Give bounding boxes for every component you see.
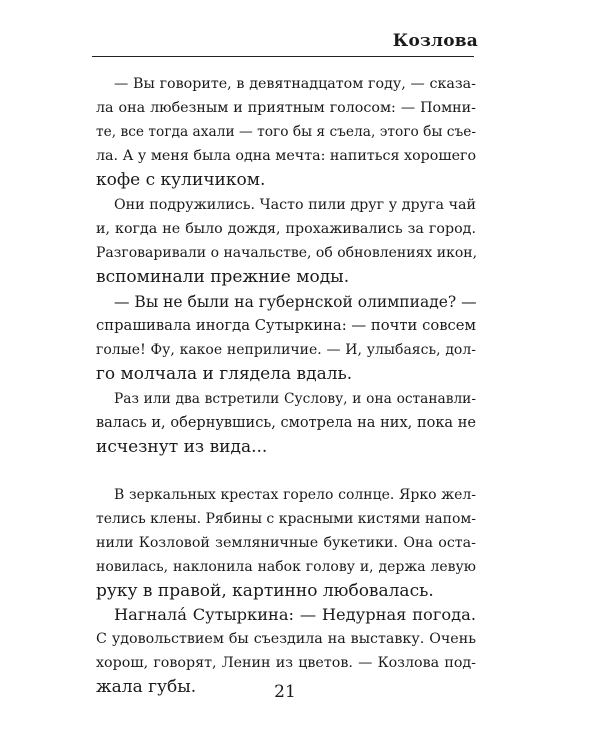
text-line: нили Козловой земляничные букетики. Она оста- [96,535,476,551]
text-line: спрашивала иногда Сутыркина: — почти совсем [96,317,476,334]
text-line: исчезнут из вида... [96,437,268,457]
text-line: руку в правой, картинно любовалась. [96,581,434,601]
text-line: ла. А у меня была одна мечта: напиться хорошего [96,148,477,164]
text-line: новилась, наклонила набок голову и, держа левую [96,559,476,575]
text-line: кофе с куличиком. [96,170,266,190]
header-rule [92,56,474,57]
text-line: Нагнала́ Сутыркина: — Недурная погода. [114,605,476,624]
text-line: В зеркальных крестах горело солнце. Ярко жел- [114,487,476,503]
page-number: 21 [274,682,296,702]
text-line: вспоминали прежние моды. [96,267,350,287]
text-line: С удовольствием бы съездила на выставку. Очень [96,631,476,647]
text-line: — Вы не были на губернской олимпиаде? — [114,293,477,311]
text-line: те, все тогда ахали — того бы я съела, этого бы съе- [96,124,476,140]
text-line: телись клены. Рябины с красными кистями напом- [96,511,476,527]
text-line: голые! Фу, какое неприличие. — И, улыбаясь, дол- [96,342,476,358]
text-line: — Вы говорите, в девятнадцатом году, — сказа- [114,76,476,92]
text-line: хорош, говорят, Ленин из цветов. — Козлова под- [96,655,476,671]
running-head: Козлова [392,31,478,51]
text-line: Они подружились. Часто пили друг у друга чай [114,197,476,213]
text-line: Разговаривали о начальстве, об обновлениях икон, [96,245,478,261]
text-line: валась и, обернувшись, смотрела на них, пока не [96,415,476,431]
text-line: жала губы. [96,677,197,697]
text-line: и, когда не было дождя, прохаживались за город. [96,221,476,237]
text-line: ла она любезным и приятным голосом: — Помни- [96,100,476,116]
text-line: Раз или два встретили Суслову, и она останавли- [114,391,476,407]
text-line: го молчала и глядела вдаль. [96,364,353,384]
